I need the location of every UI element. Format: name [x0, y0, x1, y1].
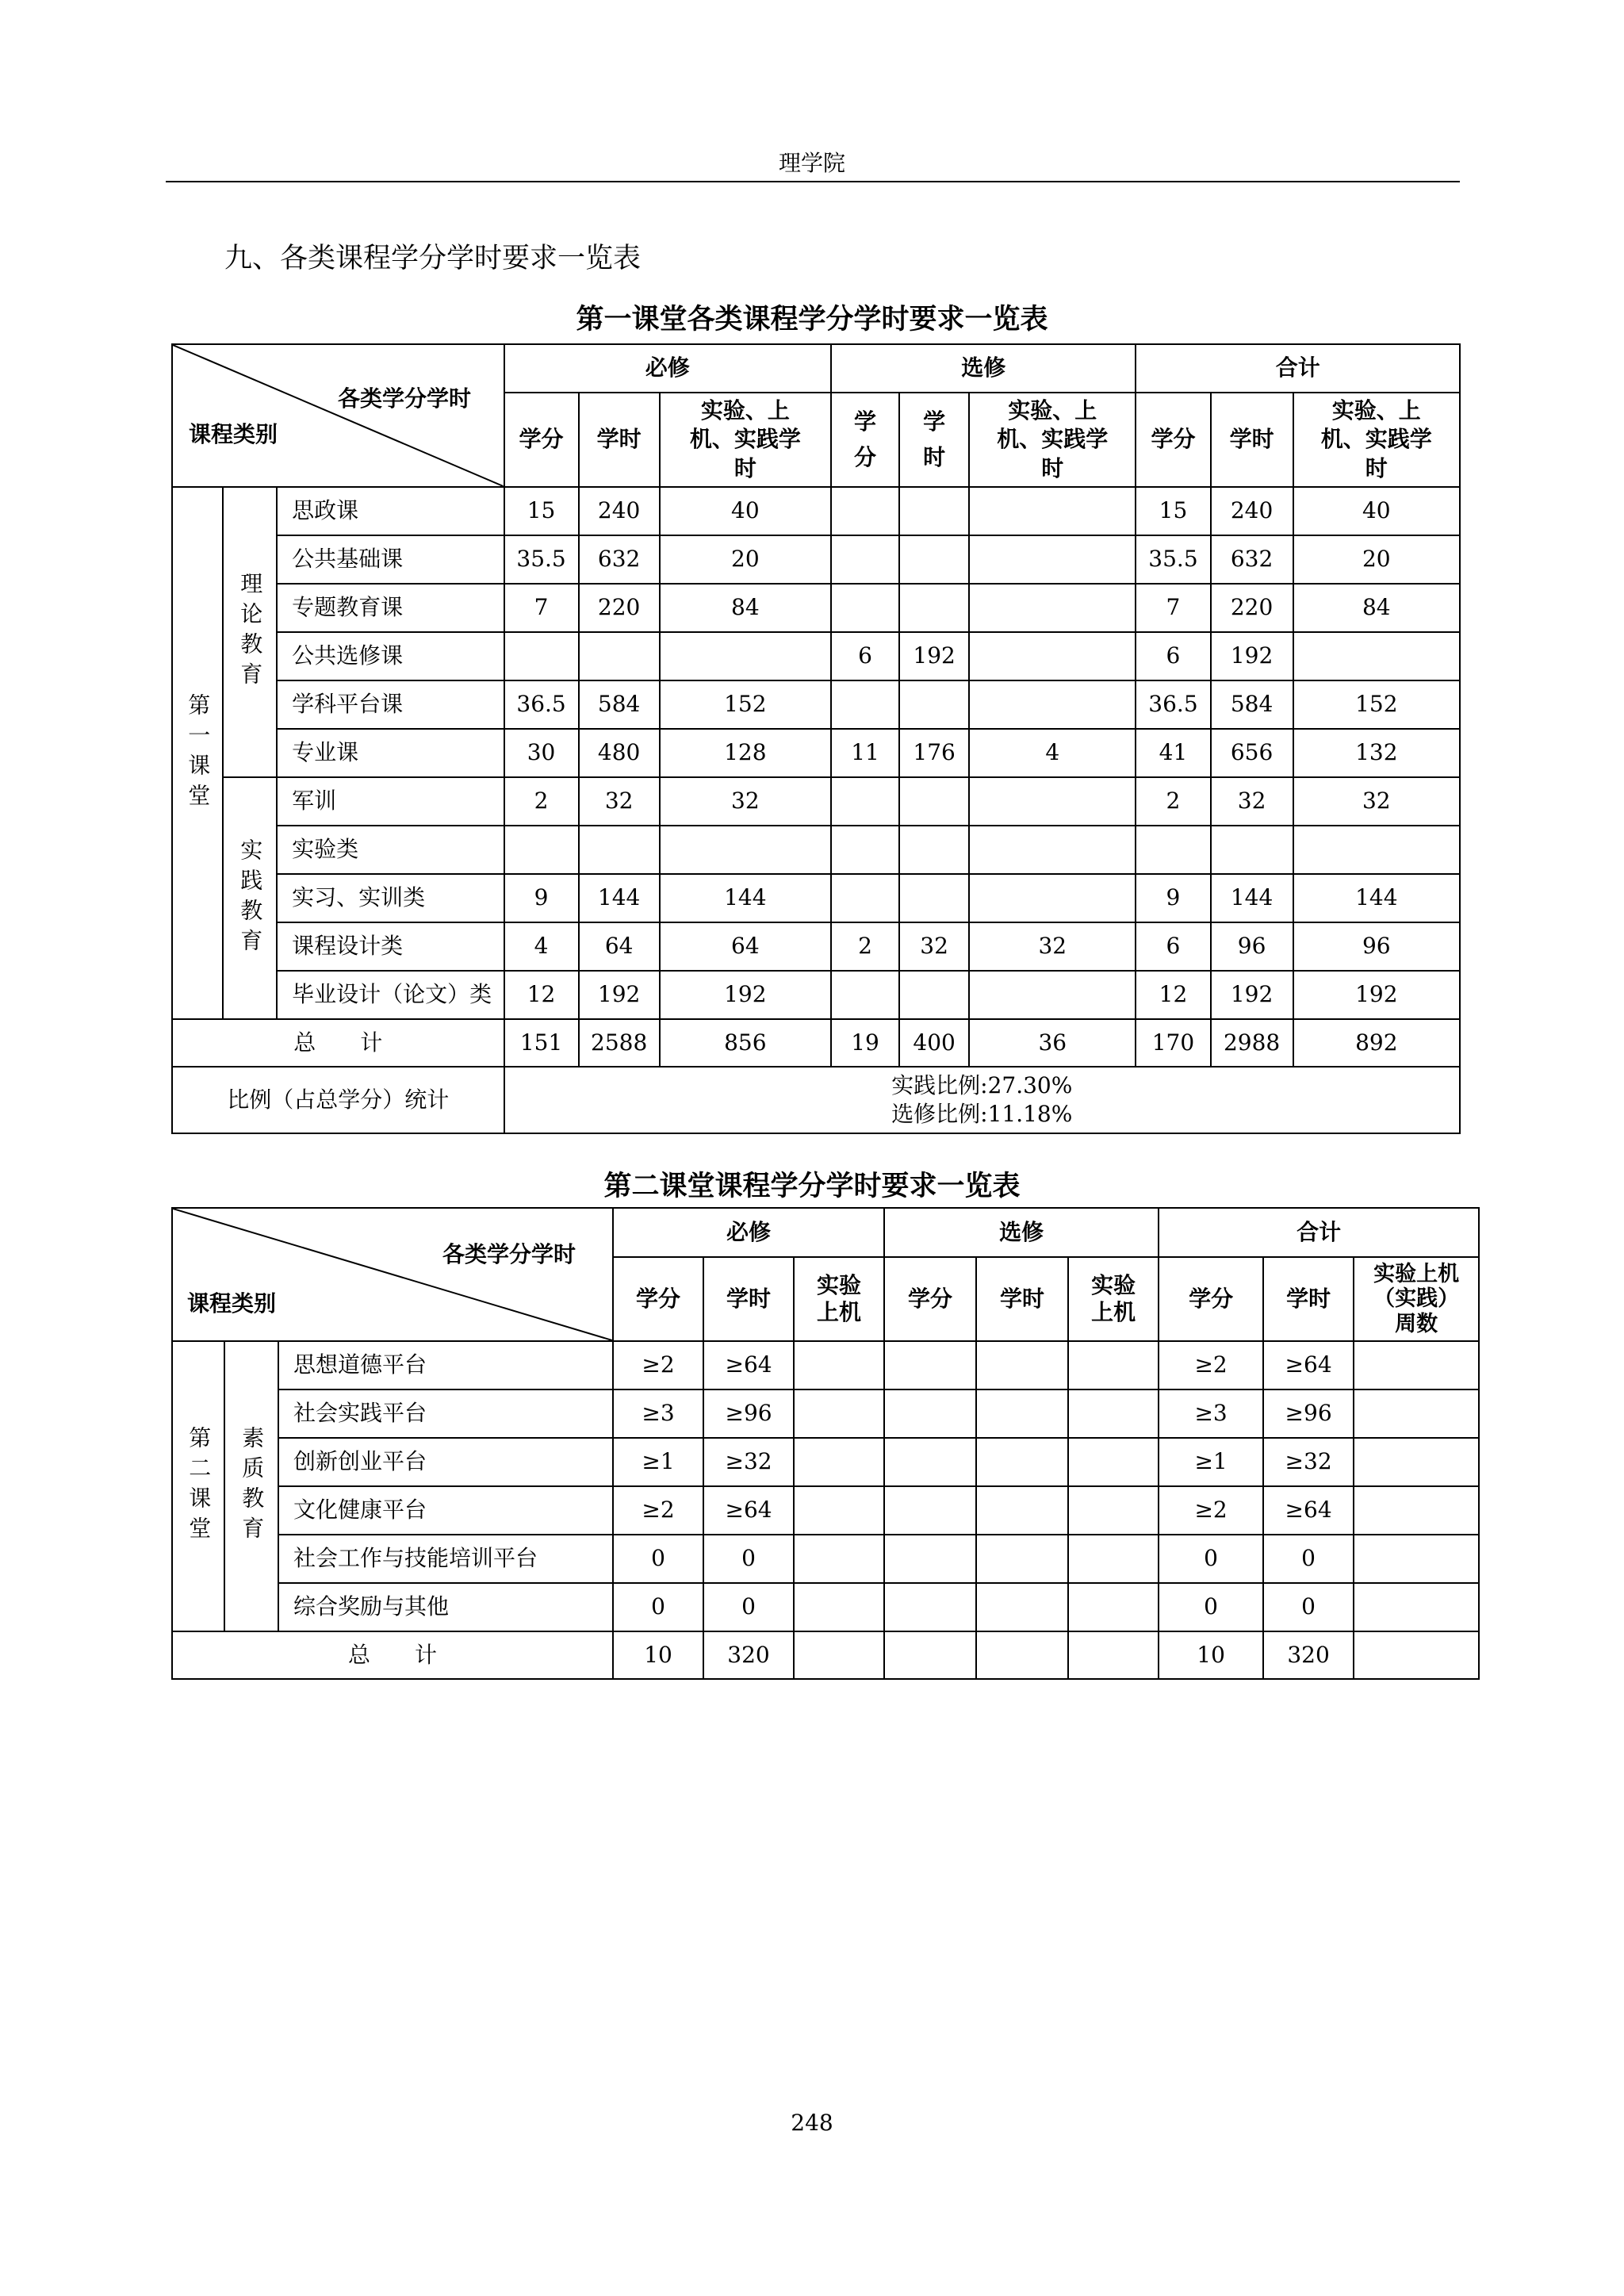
col-header-credit: 学分 — [504, 393, 579, 487]
course-name: 军训 — [277, 777, 504, 826]
table-cell — [1136, 826, 1210, 874]
table-cell: 2 — [504, 777, 579, 826]
table2-title: 第二课堂课程学分学时要求一览表 — [603, 1171, 1021, 1202]
table-cell — [976, 1583, 1068, 1631]
corner-bottom-label: 课程类别 — [187, 1290, 277, 1317]
table-cell — [1068, 1389, 1159, 1438]
table1-body — [172, 487, 1460, 1019]
table-cell — [1068, 1486, 1159, 1535]
table-cell — [969, 874, 1136, 922]
table-cell: 4 — [969, 729, 1136, 777]
group-header-required: 必修 — [504, 344, 831, 393]
table-cell: 584 — [1211, 680, 1293, 729]
table-cell: 6 — [1136, 632, 1210, 680]
table-cell — [831, 584, 899, 632]
main-category-cell — [172, 1341, 224, 1631]
total-cell: 36 — [969, 1019, 1136, 1067]
table-cell: 240 — [579, 487, 660, 535]
total-cell: 320 — [1263, 1631, 1354, 1679]
table1-corner-cell — [172, 344, 504, 487]
col-header-credit: 学分 — [1159, 1257, 1263, 1341]
table-row — [172, 826, 1460, 874]
col-header-weeks-text: 实验上机（实践）周数 — [1373, 1262, 1460, 1336]
table-row — [172, 1535, 1479, 1583]
table-cell — [831, 826, 899, 874]
col-header-hours: 学时 — [976, 1257, 1068, 1341]
table-cell: ≥64 — [1263, 1341, 1354, 1389]
main-category-label: 第二课堂 — [186, 1426, 213, 1547]
table-cell: 0 — [703, 1535, 794, 1583]
table-cell — [794, 1486, 884, 1535]
table-cell: 2 — [1136, 777, 1210, 826]
sub-category-cell — [223, 777, 277, 1019]
table-cell: 15 — [1136, 487, 1210, 535]
table-cell — [884, 1438, 976, 1486]
table-cell — [884, 1583, 976, 1631]
table-cell: ≥1 — [1159, 1438, 1263, 1486]
total-cell: 856 — [660, 1019, 831, 1067]
table-row — [172, 777, 1460, 826]
table-cell: 9 — [504, 874, 579, 922]
total-cell — [794, 1631, 884, 1679]
table2-corner-cell — [172, 1208, 613, 1341]
table-cell — [899, 535, 969, 584]
table-cell — [899, 874, 969, 922]
ratio-values — [504, 1067, 1461, 1133]
table-cell: ≥2 — [613, 1341, 703, 1389]
table-cell: 192 — [660, 971, 831, 1019]
table-cell: 132 — [1293, 729, 1460, 777]
platform-name: 思想道德平台 — [278, 1341, 613, 1389]
table-cell: 632 — [1211, 535, 1293, 584]
main-category-label: 第一课堂 — [185, 692, 212, 814]
col-header-hours — [899, 393, 969, 487]
table-cell: 0 — [1263, 1535, 1354, 1583]
table-cell: 84 — [660, 584, 831, 632]
table1 — [171, 343, 1461, 1134]
table-cell: 6 — [831, 632, 899, 680]
total-cell: 170 — [1136, 1019, 1210, 1067]
table-cell: 144 — [1293, 874, 1460, 922]
table-cell — [976, 1389, 1068, 1438]
table-cell — [579, 826, 660, 874]
table-cell: 96 — [1211, 922, 1293, 971]
table-row — [172, 729, 1460, 777]
table-cell — [660, 632, 831, 680]
total-cell — [1354, 1631, 1479, 1679]
table-cell — [1068, 1341, 1159, 1389]
total-cell: 320 — [703, 1631, 794, 1679]
table-cell: 7 — [1136, 584, 1210, 632]
table-row — [172, 1389, 1479, 1438]
table-cell: 128 — [660, 729, 831, 777]
table-cell: ≥3 — [1159, 1389, 1263, 1438]
total-cell: 400 — [899, 1019, 969, 1067]
table-cell: 144 — [660, 874, 831, 922]
table2 — [171, 1207, 1480, 1680]
table-cell — [504, 826, 579, 874]
table-cell — [1068, 1438, 1159, 1486]
ratio-practice: 实践比例:27.30% — [891, 1071, 1073, 1098]
table-cell: 35.5 — [1136, 535, 1210, 584]
table-cell: 32 — [969, 922, 1136, 971]
table-cell — [1068, 1535, 1159, 1583]
total-cell: 10 — [613, 1631, 703, 1679]
table-cell — [969, 680, 1136, 729]
course-name: 课程设计类 — [277, 922, 504, 971]
table-cell: 2 — [831, 922, 899, 971]
table-cell — [831, 777, 899, 826]
table2-total-row — [172, 1631, 1479, 1679]
table-cell — [831, 535, 899, 584]
table-row — [172, 1341, 1479, 1389]
table-cell — [660, 826, 831, 874]
col-header-lab — [794, 1257, 884, 1341]
table1-total-row — [172, 1019, 1460, 1067]
table-cell: 152 — [1293, 680, 1460, 729]
table-cell: 0 — [613, 1535, 703, 1583]
table-cell — [884, 1486, 976, 1535]
total-label: 总 计 — [172, 1019, 504, 1067]
sub-category-label: 素质教育 — [239, 1426, 266, 1547]
platform-name: 文化健康平台 — [278, 1486, 613, 1535]
col-header-credit-text: 学分 — [854, 408, 877, 470]
table-cell — [969, 487, 1136, 535]
total-cell — [884, 1631, 976, 1679]
table-cell: 40 — [1293, 487, 1460, 535]
course-name: 实习、实训类 — [277, 874, 504, 922]
table-cell: ≥64 — [703, 1341, 794, 1389]
col-header-lab-text: 实验上机 — [1091, 1272, 1136, 1325]
table-cell: 20 — [660, 535, 831, 584]
platform-name: 社会实践平台 — [278, 1389, 613, 1438]
col-header-credit: 学分 — [613, 1257, 703, 1341]
table-cell: ≥2 — [1159, 1486, 1263, 1535]
ratio-elective: 选修比例:11.18% — [891, 1101, 1073, 1127]
table-cell — [1354, 1486, 1479, 1535]
table-cell — [976, 1438, 1068, 1486]
table-cell: ≥1 — [613, 1438, 703, 1486]
course-name: 实验类 — [277, 826, 504, 874]
table-cell — [884, 1535, 976, 1583]
table-cell: 240 — [1211, 487, 1293, 535]
table-cell: 480 — [579, 729, 660, 777]
table-cell: 220 — [579, 584, 660, 632]
group-header-total: 合计 — [1136, 344, 1460, 393]
table-row — [172, 971, 1460, 1019]
table-row — [172, 922, 1460, 971]
table-cell — [899, 777, 969, 826]
table-cell — [976, 1341, 1068, 1389]
table-cell — [969, 826, 1136, 874]
table-cell — [794, 1341, 884, 1389]
col-header-hours: 学时 — [703, 1257, 794, 1341]
group-header-elective: 选修 — [884, 1208, 1159, 1257]
table-cell: 84 — [1293, 584, 1460, 632]
course-name: 专业课 — [277, 729, 504, 777]
table-cell: 32 — [899, 922, 969, 971]
table-cell: 96 — [1293, 922, 1460, 971]
sub-category-cell — [223, 487, 277, 777]
main-category-cell — [172, 487, 223, 1019]
table-cell — [969, 584, 1136, 632]
table-cell: 36.5 — [504, 680, 579, 729]
table-cell — [794, 1535, 884, 1583]
group-header-required: 必修 — [613, 1208, 884, 1257]
table-cell: 0 — [613, 1583, 703, 1631]
col-header-practice-hours — [1293, 393, 1460, 487]
table-cell: 656 — [1211, 729, 1293, 777]
table-cell — [1354, 1341, 1479, 1389]
table-row — [172, 535, 1460, 584]
table-cell — [1293, 632, 1460, 680]
table-cell: 220 — [1211, 584, 1293, 632]
table-cell — [831, 971, 899, 1019]
table-cell: 144 — [1211, 874, 1293, 922]
sub-category-label: 实践教育 — [237, 838, 264, 959]
corner-top-label: 各类学分学时 — [442, 1241, 576, 1267]
table-cell: 192 — [1211, 971, 1293, 1019]
total-cell: 2588 — [579, 1019, 660, 1067]
table-cell: ≥64 — [703, 1486, 794, 1535]
table-cell — [969, 632, 1136, 680]
table-cell: 7 — [504, 584, 579, 632]
col-header-lab-text: 实验上机 — [817, 1272, 862, 1325]
table-cell: 192 — [1211, 632, 1293, 680]
table-cell: 12 — [1136, 971, 1210, 1019]
table-cell: 64 — [660, 922, 831, 971]
table-cell: 35.5 — [504, 535, 579, 584]
table-cell: 15 — [504, 487, 579, 535]
table-cell — [899, 487, 969, 535]
table-cell — [1211, 826, 1293, 874]
col-header-practice-text: 实验、上机、实践学时 — [997, 397, 1109, 481]
table-cell — [899, 826, 969, 874]
table-cell: 36.5 — [1136, 680, 1210, 729]
table-cell — [794, 1583, 884, 1631]
table-cell: 176 — [899, 729, 969, 777]
table-cell: 0 — [703, 1583, 794, 1631]
table2-body — [172, 1341, 1479, 1631]
table-cell: 632 — [579, 535, 660, 584]
table-row — [172, 1438, 1479, 1486]
table-cell: 0 — [1263, 1583, 1354, 1631]
col-header-credit — [831, 393, 899, 487]
table-cell — [1354, 1438, 1479, 1486]
col-header-practice-text: 实验、上机、实践学时 — [1320, 397, 1432, 481]
total-cell: 892 — [1293, 1019, 1460, 1067]
course-name: 专题教育课 — [277, 584, 504, 632]
course-name: 思政课 — [277, 487, 504, 535]
table-cell: ≥32 — [703, 1438, 794, 1486]
table-cell: 6 — [1136, 922, 1210, 971]
table-row — [172, 487, 1460, 535]
platform-name: 综合奖励与其他 — [278, 1583, 613, 1631]
table-row — [172, 1486, 1479, 1535]
page-number: 248 — [791, 2110, 833, 2136]
table-cell: 0 — [1159, 1583, 1263, 1631]
course-name: 公共选修课 — [277, 632, 504, 680]
table-cell — [1068, 1583, 1159, 1631]
table-cell: 64 — [579, 922, 660, 971]
table-cell: 32 — [579, 777, 660, 826]
table-cell — [831, 487, 899, 535]
table-cell — [831, 874, 899, 922]
table-cell: 192 — [899, 632, 969, 680]
table-cell — [1354, 1583, 1479, 1631]
col-header-practice-text: 实验、上机、实践学时 — [689, 397, 801, 481]
table-cell: 32 — [1293, 777, 1460, 826]
table-cell — [969, 777, 1136, 826]
table-cell: 192 — [579, 971, 660, 1019]
table-row — [172, 632, 1460, 680]
diagonal-line — [173, 1209, 612, 1340]
course-name: 学科平台课 — [277, 680, 504, 729]
table-cell: ≥32 — [1263, 1438, 1354, 1486]
table-cell — [794, 1389, 884, 1438]
table-cell: ≥2 — [613, 1486, 703, 1535]
table-cell: ≥3 — [613, 1389, 703, 1438]
table-row — [172, 584, 1460, 632]
table-cell — [976, 1535, 1068, 1583]
page-header: 理学院 — [778, 150, 845, 176]
table-cell: ≥96 — [1263, 1389, 1354, 1438]
course-name: 毕业设计（论文）类 — [277, 971, 504, 1019]
col-header-hours: 学时 — [579, 393, 660, 487]
table-row — [172, 874, 1460, 922]
total-cell: 19 — [831, 1019, 899, 1067]
table-cell: 9 — [1136, 874, 1210, 922]
col-header-practice-hours — [660, 393, 831, 487]
table-cell: 152 — [660, 680, 831, 729]
group-header-elective: 选修 — [831, 344, 1136, 393]
corner-bottom-label: 课程类别 — [189, 421, 278, 447]
table-cell: ≥64 — [1263, 1486, 1354, 1535]
table-cell: 41 — [1136, 729, 1210, 777]
table-cell — [831, 680, 899, 729]
table-cell — [1293, 826, 1460, 874]
table-cell: 0 — [1159, 1535, 1263, 1583]
total-label: 总 计 — [172, 1631, 613, 1679]
table-cell: 144 — [579, 874, 660, 922]
course-name: 公共基础课 — [277, 535, 504, 584]
table-cell: 4 — [504, 922, 579, 971]
col-header-hours: 学时 — [1211, 393, 1293, 487]
col-header-hours-text: 学时 — [923, 408, 946, 470]
ratio-label: 比例（占总学分）统计 — [172, 1067, 504, 1133]
col-header-credit: 学分 — [884, 1257, 976, 1341]
section-heading: 九、各类课程学分学时要求一览表 — [224, 243, 642, 274]
table-row — [172, 680, 1460, 729]
sub-category-cell — [224, 1341, 278, 1631]
table-cell: 192 — [1293, 971, 1460, 1019]
table-cell — [884, 1389, 976, 1438]
total-cell: 2988 — [1211, 1019, 1293, 1067]
col-header-credit: 学分 — [1136, 393, 1210, 487]
table-cell: ≥2 — [1159, 1341, 1263, 1389]
table1-title: 第一课堂各类课程学分学时要求一览表 — [576, 304, 1048, 335]
corner-top-label: 各类学分学时 — [338, 385, 472, 412]
group-header-total: 合计 — [1159, 1208, 1479, 1257]
table-cell — [976, 1486, 1068, 1535]
table-cell: ≥96 — [703, 1389, 794, 1438]
table-cell: 32 — [1211, 777, 1293, 826]
table-cell: 32 — [660, 777, 831, 826]
table-cell: 30 — [504, 729, 579, 777]
header-rule — [166, 181, 1460, 182]
table-cell — [794, 1438, 884, 1486]
table-cell — [884, 1341, 976, 1389]
table-cell: 11 — [831, 729, 899, 777]
table-cell — [969, 971, 1136, 1019]
sub-category-label: 理论教育 — [237, 572, 264, 692]
table-cell — [899, 584, 969, 632]
col-header-weeks — [1354, 1257, 1479, 1341]
platform-name: 创新创业平台 — [278, 1438, 613, 1486]
total-cell: 151 — [504, 1019, 579, 1067]
table-cell: 40 — [660, 487, 831, 535]
col-header-hours: 学时 — [1263, 1257, 1354, 1341]
col-header-lab — [1068, 1257, 1159, 1341]
total-cell — [1068, 1631, 1159, 1679]
table1-ratio-row — [172, 1067, 1460, 1133]
platform-name: 社会工作与技能培训平台 — [278, 1535, 613, 1583]
total-cell — [976, 1631, 1068, 1679]
table-cell — [504, 632, 579, 680]
table-cell — [1354, 1389, 1479, 1438]
col-header-practice-hours — [969, 393, 1136, 487]
table-cell — [899, 680, 969, 729]
diagonal-line — [173, 345, 504, 486]
table-cell: 584 — [579, 680, 660, 729]
table-row — [172, 1583, 1479, 1631]
total-cell: 10 — [1159, 1631, 1263, 1679]
table-cell: 12 — [504, 971, 579, 1019]
table-cell — [1354, 1535, 1479, 1583]
table-cell — [579, 632, 660, 680]
table-cell — [969, 535, 1136, 584]
table-cell: 20 — [1293, 535, 1460, 584]
table-cell — [899, 971, 969, 1019]
